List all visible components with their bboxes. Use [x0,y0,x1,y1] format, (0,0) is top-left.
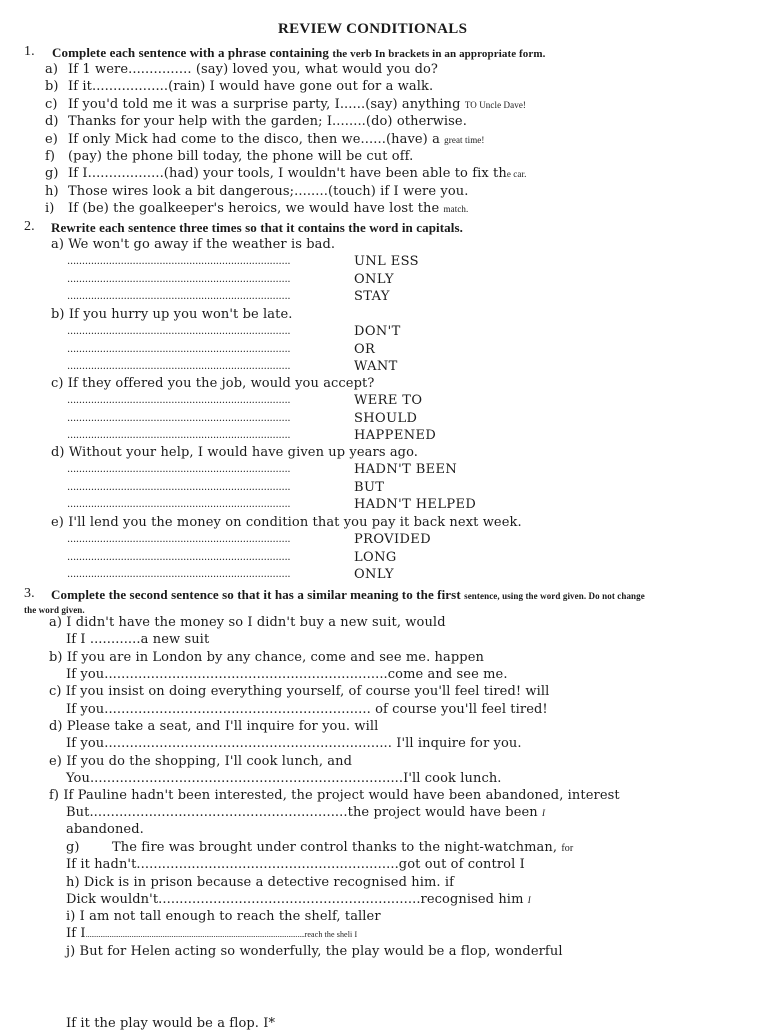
s3-line-6: d) Please take a seat, and I'll inquire for you. will [49,719,379,734]
section-2-instruction: Rewrite each sentence three times so that it contains the word in capitals. [51,220,463,235]
s1-item-sentence: (pay) the phone bill today, the phone will be cut off. [68,149,414,164]
s1-item-text [68,201,468,217]
s3-line-12: abandoned. [66,822,144,837]
s1-item-text [68,132,485,148]
s2-item-question: b) If you hurry up you won't be late. [51,307,293,322]
s3-line-3: If you...................................................................come and see me. [66,667,508,682]
s3-item-g-answer: If it hadn't..............................................................got out of control I [66,857,525,872]
s1-item-sentence: If I..................(had) your tools, I wouldn't have been able to fix th [68,166,507,181]
s2-keyword: DON'T [354,324,401,339]
s3-line-10: f) If Pauline hadn't been interested, the project would have been abandoned, interest [49,788,620,803]
s1-item-label: b) [45,79,59,94]
s2-answer-dots: ........................................................................... [67,499,291,510]
s3-line-0: a) I didn't have the money so I didn't buy a new suit, would [49,615,446,630]
s3-item-i-answer-a: If I [66,926,86,941]
s2-answer-dots: ........................................................................... [67,430,291,441]
s2-keyword: OR [354,341,376,357]
section-1-instruction-part-a: Complete each sentence with a phrase containing [52,45,333,60]
page-title: REVIEW CONDITIONALS [278,21,468,37]
s1-item-sentence: Thanks for your help with the garden; I........(do) otherwise. [68,114,467,129]
s1-item-sentence: Those wires look a bit dangerous;........(touch) if I were you. [68,184,469,199]
s2-answer-dots: ........................................................................... [67,464,291,475]
s1-item-text [68,149,413,165]
s3-line-5: If you............................................................... of course you'll feel tired! [66,702,548,717]
s3-line-11 [66,805,545,821]
s1-item-text [68,97,526,113]
s2-answer-dots: ........................................................................... [67,569,291,580]
s2-answer-dots: ........................................................................... [67,481,291,493]
s3-line-7: If you.................................................................... I'll inquire for you. [66,736,522,751]
s2-keyword: HADN'T BEEN [354,462,458,477]
s3-item-h-answer-line [66,892,531,908]
s1-item-label: e) [45,132,58,147]
s2-item-question: e) I'll lend you the money on condition that you pay it back next week. [51,515,522,530]
s3-line-9: You..........................................................................I'll cook lunch. [66,771,502,786]
section-3-instruction-part-b: sentence, using the word given. Do not change [464,591,645,601]
s3-item-g-text: The fire was brought under control thanks to the night-watchman, [112,840,558,855]
s2-keyword: HADN'T HELPED [354,497,477,512]
s2-answer-dots: ........................................................................... [67,534,291,545]
s2-keyword: ONLY [354,271,395,287]
s2-keyword: STAY [354,289,390,304]
s2-keyword: WANT [354,359,398,374]
section-3-instruction [51,587,645,604]
section-3-instruction-part-c: the word given. [24,605,85,615]
s1-item-label: i) [45,201,55,216]
s1-item-small-suffix: e car. [506,169,527,179]
s1-item-text [68,184,468,200]
s2-keyword: ONLY [354,567,395,582]
s3-item-j-answer: If it the play would be a flop. I* [66,1016,276,1031]
s3-item-i-question: i) I am not tall enough to reach the shelf, taller [66,909,381,924]
s3-h-mark: I [527,895,531,905]
s3-item-i-answer [66,926,357,943]
s2-keyword: WERE TO [354,393,423,408]
s1-item-label: a) [45,62,59,77]
s2-keyword: SHOULD [354,410,418,426]
s1-item-label: h) [45,184,59,199]
s1-item-text [68,166,526,182]
s2-keyword: BUT [354,479,385,495]
s3-line-11-text: But.............................................................the project would have been [66,805,538,820]
s3-line-8: e) If you do the shopping, I'll cook lunch, and [49,754,353,769]
s2-keyword: UNL ESS [354,254,419,269]
s1-item-text [68,79,433,95]
s2-answer-dots: ........................................................................... [67,551,291,563]
s3-item-g-question [112,840,573,857]
s2-answer-dots: ........................................................................... [67,412,291,424]
s3-item-i-answer-b: reach the sheli I [304,930,358,939]
s1-item-text [68,62,438,78]
section-3-instruction-part-a: Complete the second sentence so that it has a similar meaning to the first [51,587,465,602]
section-2-number: 2. [24,219,35,234]
s1-item-small-suffix: match. [443,204,469,214]
s1-item-small-suffix: great time! [444,135,485,145]
s2-answer-dots: ........................................................................... [67,256,291,267]
s1-item-label: d) [45,114,59,129]
section-1-number: 1. [24,44,35,59]
s3-f-mark: I [542,808,546,818]
s2-answer-dots: ........................................................................... [67,343,291,355]
s3-item-h-answer: Dick wouldn't..............................................................recognised him [66,892,524,907]
section-1-instruction-part-b: the verb In brackets in an appropriate form. [332,48,546,60]
s3-item-g-word: for [561,843,574,854]
s2-item-question: c) If they offered you the job, would you accept? [51,376,375,391]
s1-item-small-suffix: TO Uncle Dave! [464,100,527,110]
s2-keyword: HAPPENED [354,428,437,443]
s2-answer-dots: ........................................................................... [67,291,291,302]
s2-item-question: a) We won't go away if the weather is bad. [51,237,336,252]
s1-item-label: c) [45,97,58,112]
s2-keyword: PROVIDED [354,532,432,547]
s2-answer-dots: ........................................................................... [67,273,291,285]
s1-item-label: g) [45,166,59,181]
s3-line-4: c) If you insist on doing everything yourself, of course you'll feel tired! will [49,684,550,699]
s2-keyword: LONG [354,549,397,565]
s1-item-sentence: If it..................(rain) I would have gone out for a walk. [68,79,434,94]
s3-item-i-dots: ........................................................................................................................ [85,931,305,939]
s3-item-j-question: j) But for Helen acting so wonderfully, the play would be a flop, wonderful [66,944,563,959]
section-1-instruction [52,45,546,62]
s3-line-2: b) If you are in London by any chance, come and see me. happen [49,650,484,665]
s2-item-question: d) Without your help, I would have given up years ago. [51,445,419,460]
s1-item-sentence: If 1 were............... (say) loved you, what would you do? [68,62,438,77]
section-3-number: 3. [24,586,35,601]
s3-item-h-question: h) Dick is in prison because a detective recognised him. if [66,875,455,890]
s2-answer-dots: ........................................................................... [67,361,291,372]
s1-item-sentence: If only Mick had come to the disco, then we......(have) a [68,132,445,147]
s3-line-1: If I ............a new suit [66,632,210,647]
s1-item-sentence: If (be) the goalkeeper's heroics, we would have lost the [68,201,444,216]
s3-item-g-label: g) [66,840,80,855]
s2-answer-dots: ........................................................................... [67,395,291,406]
s2-answer-dots: ........................................................................... [67,326,291,337]
s1-item-text [68,114,467,130]
s1-item-label: f) [45,149,56,164]
s1-item-sentence: If you'd told me it was a surprise party, I......(say) anything [68,97,465,112]
